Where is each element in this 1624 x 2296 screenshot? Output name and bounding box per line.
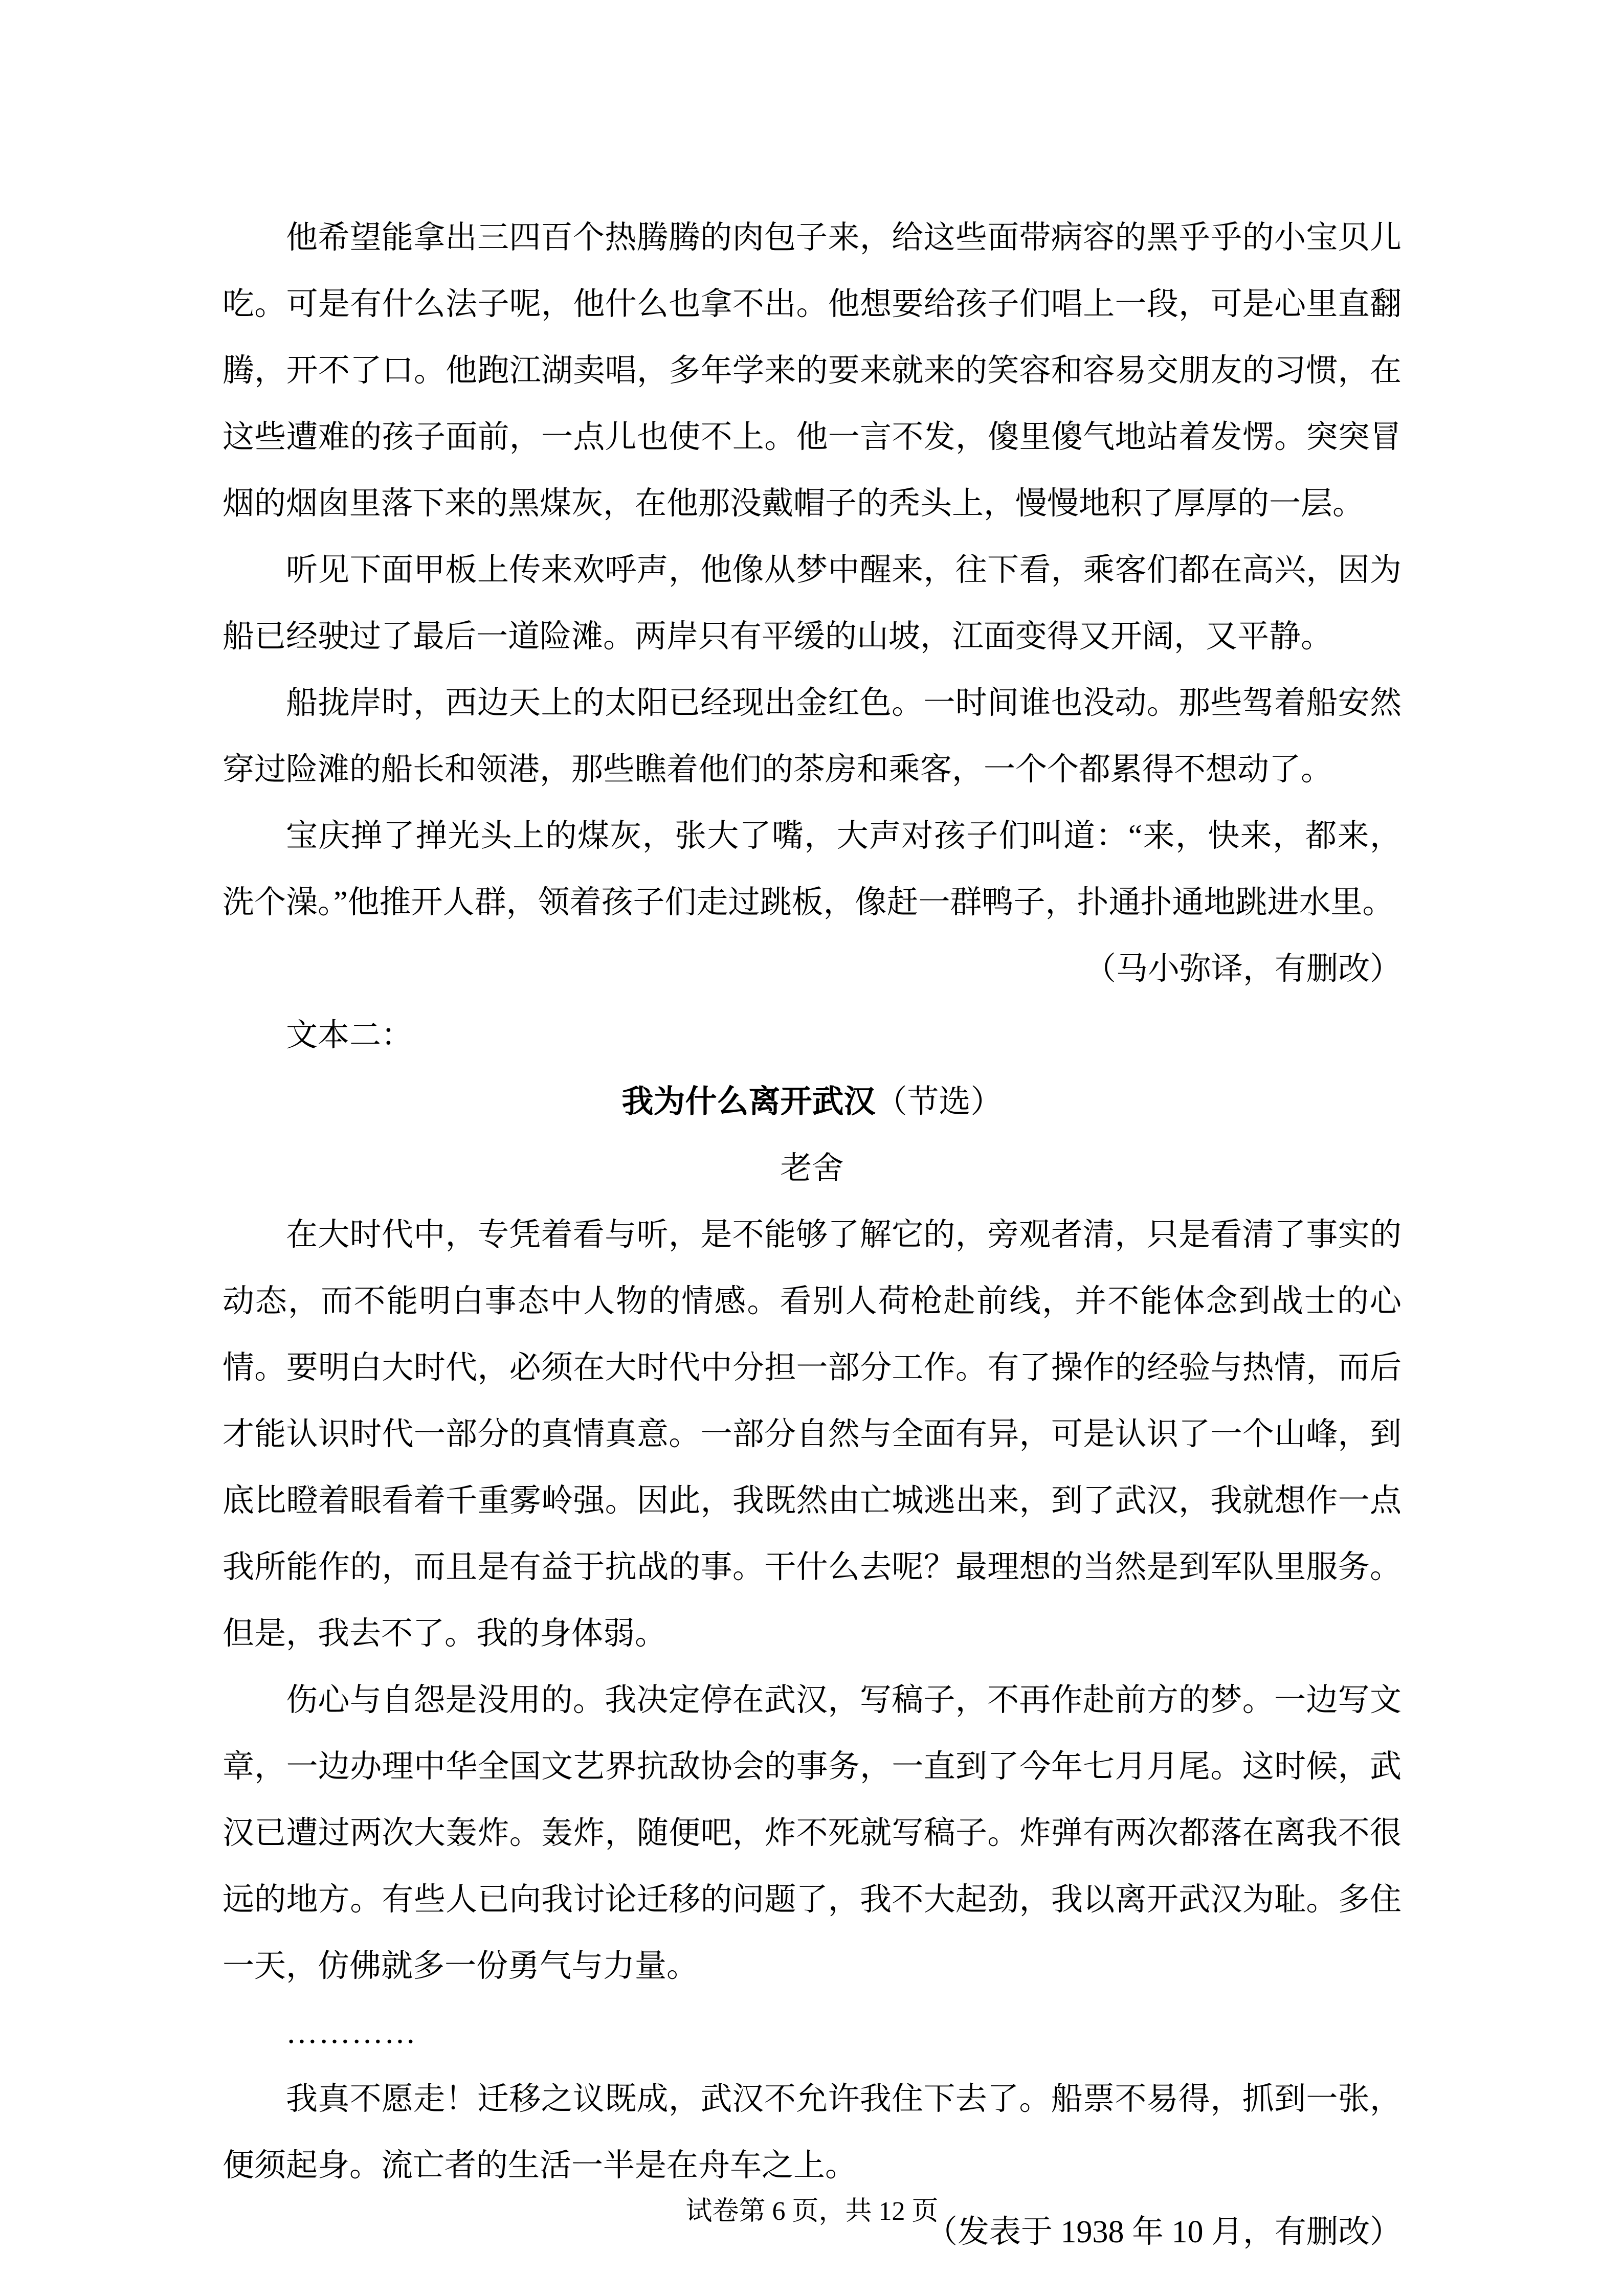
ellipsis-line: …………: [286, 2015, 417, 2050]
text2-paragraph-1: 在大时代中，专凭着看与听，是不能够了解它的，旁观者清，只是看清了事实的动态，而不能明白事态中人物的情感。看别人荷枪赴前线，并不能体念到战士的心情。要明白大时代，必须在大时代中分担一部分工作。有了操作的经验与热情，而后才能认识时代一部分的真情真意。一部分自然与全面有异，可是认识了一个山峰，到底比瞪着眼看着千重雾岭强。因此，我既然由亡城逃出来，到了武汉，我就想作一点我所能作的，而且是有益于抗战的事。干什么去呢？最理想的当然是到军队里服务。但是，我去不了。我的身体弱。: [223, 1218, 1401, 1651]
text2-paragraph-2: 伤心与自怨是没用的。我决定停在武汉，写稿子，不再作赴前方的梦。一边写文章，一边办理中华全国文艺界抗敌协会的事务，一直到了今年七月月尾。这时候，武汉已遭过两次大轰炸。轰炸，随便吧，炸不死就写稿子。炸弹有两次都落在离我不很远的地方。有些人已向我讨论迁移的问题了，我不大起劲，我以离开武汉为耻。多住一天，仿佛就多一份勇气与力量。: [223, 1683, 1401, 1984]
text1-paragraph-1: 他希望能拿出三四百个热腾腾的肉包子来，给这些面带病容的黑乎乎的小宝贝儿吃。可是有什么法子呢，他什么也拿不出。他想要给孩子们唱上一段，可是心里直翻腾，开不了口。他跑江湖卖唱，多年学来的要来就来的笑容和容易交朋友的习惯，在这些遭难的孩子面前，一点儿也使不上。他一言不发，傻里傻气地站着发愣。突突冒烟的烟囱里落下来的黑煤灰，在他那没戴帽子的秃头上，慢慢地积了厚厚的一层。: [223, 220, 1401, 521]
text1-paragraph-2: 听见下面甲板上传来欢呼声，他像从梦中醒来，往下看，乘客们都在高兴，因为船已经驶过了最后一道险滩。两岸只有平缓的山坡，江面变得又开阔，又平静。: [223, 553, 1401, 654]
text2-title-suffix: （节选）: [875, 1085, 1003, 1119]
text1-paragraph-3: 船拢岸时，西边天上的太阳已经现出金红色。一时间谁也没动。那些驾着船安然穿过险滩的船长和领港，那些瞧着他们的茶房和乘客，一个个都累得不想动了。: [223, 686, 1401, 787]
page-footer: 试卷第 6 页，共 12 页: [685, 2197, 939, 2226]
page-content: [223, 205, 1401, 2265]
text2-paragraph-3: 我真不愿走！迁移之议既成，武汉不允许我住下去了。船票不易得，抓到一张，便须起身。流亡者的生活一半是在舟车之上。: [223, 2082, 1401, 2183]
text2-label: 文本二：: [286, 1018, 413, 1053]
text2-publication: （发表于 1938 年 10 月，有删改）: [925, 2215, 1401, 2249]
text1-paragraph-4: 宝庆掸了掸光头上的煤灰，张大了嘴，大声对孩子们叫道：“来，快来，都来，洗个澡。”他推开人群，领着孩子们走过跳板，像赶一群鸭子，扑通扑通地跳进水里。: [223, 819, 1401, 920]
text2-title: [223, 1069, 1401, 1135]
text2-author: 老舍: [780, 1151, 844, 1186]
text2-title-main: 我为什么离开武汉: [621, 1085, 876, 1119]
text1-credit: （马小弥译，有删改）: [1084, 952, 1401, 986]
